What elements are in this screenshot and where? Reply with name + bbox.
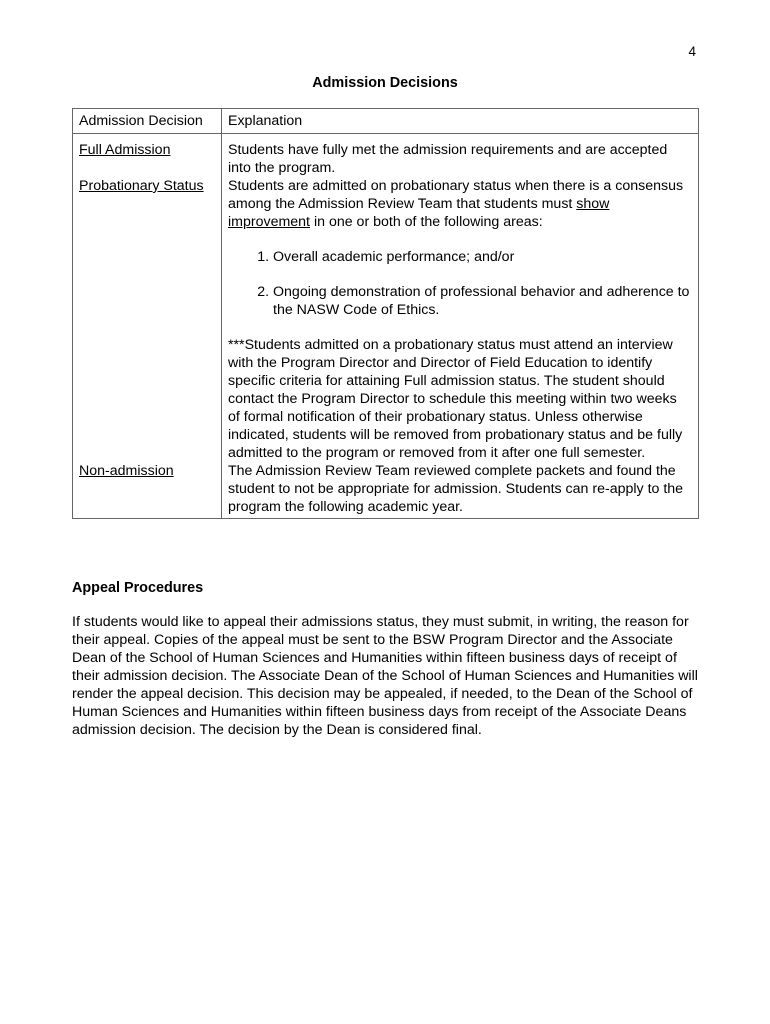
table-row-probationary xyxy=(73,177,699,462)
explanation-non-admission: The Admission Review Team reviewed complete packets and found the student to not be appropriate for admission. Students can re-apply to the program the following academic year. xyxy=(222,462,699,519)
list-item: 1. Overall academic performance; and/or xyxy=(273,248,692,266)
column-header-decision: Admission Decision xyxy=(73,109,222,134)
list-item: 2. Ongoing demonstration of professional behavior and adherence to the NASW Code of Ethics. xyxy=(273,283,692,319)
show-improvement-text: show improvement xyxy=(228,196,610,230)
term-probationary-status: Probationary Status xyxy=(79,178,204,194)
table-row-full-admission xyxy=(73,134,699,178)
page-number: 4 xyxy=(688,44,696,59)
term-non-admission: Non-admission xyxy=(79,463,174,479)
table-header-row xyxy=(73,109,699,134)
explanation-full-admission: Students have fully met the admission requirements and are accepted into the program. xyxy=(222,134,699,178)
appeal-procedures-heading: Appeal Procedures xyxy=(72,580,204,596)
page-title: Admission Decisions xyxy=(312,75,458,91)
appeal-procedures-body: If students would like to appeal their admissions status, they must submit, in writing, the reason for their appeal. Copies of the appeal must be sent to the BSW Program Director and the Associate Dean of the School of Human Sciences and Humanities within fifteen business days of receipt of their admission decision. The Associate Dean of the School of Human Sciences and Humanities will render the appeal decision. This decision may be appealed, if needed, to the Dean of the School of Human Sciences and Humanities within fifteen business days from receipt of the Associate Deans admission decision. The decision by the Dean is considered final. xyxy=(72,614,698,738)
admission-decisions-table xyxy=(72,108,699,519)
term-full-admission: Full Admission xyxy=(79,142,171,158)
probationary-note: ***Students admitted on a probationary status must attend an interview with the Program Director and Director of Field Education to identify specific criteria for attaining Full admission status. The student should contact the Program Director to schedule this meeting within two weeks of formal notification of their probationary status. Unless otherwise indicated, students will be removed from probationary status and be fully admitted to the program or removed from it after one full semester. xyxy=(228,337,683,461)
explanation-probationary xyxy=(222,177,699,462)
table-row-non-admission xyxy=(73,462,699,519)
column-header-explanation: Explanation xyxy=(222,109,699,134)
improvement-areas-list xyxy=(228,248,692,319)
probationary-intro: Students are admitted on probationary status when there is a consensus among the Admission Review Team that students must show improvement in one or both of the following areas: xyxy=(228,178,684,230)
